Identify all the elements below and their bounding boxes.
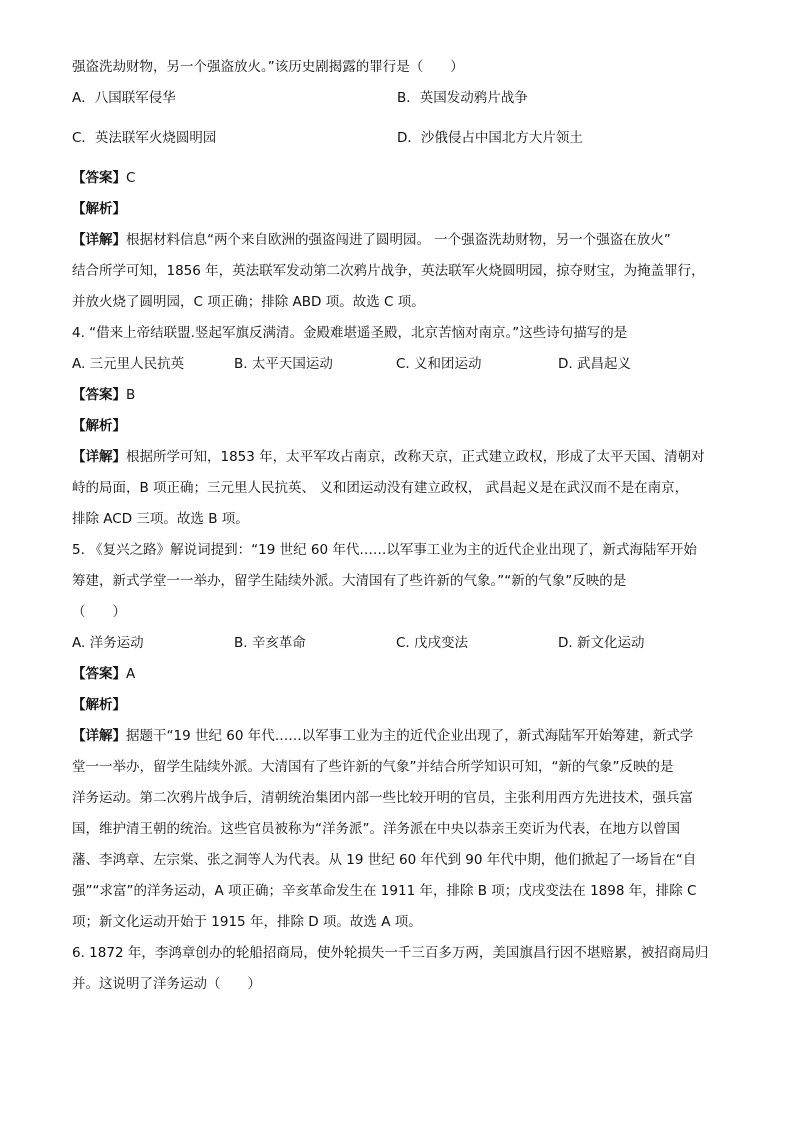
question-4-detail-line-1: 【详解】根据所学可知，1853 年，太平军攻占南京，改称天京，正式建立政权，形成了太平天国、清朝对	[72, 449, 705, 465]
question-4-option-d: D. 武昌起义	[558, 356, 631, 372]
question-3-detail-line-3: 并放火烧了圆明园，C 项正确；排除 ABD 项。故选 C 项。	[72, 294, 425, 310]
question-3-option-a: A．八国联军侵华	[72, 90, 176, 106]
question-5-detail-line-6: 强”“求富”的洋务运动，A 项正确；辛亥革命发生在 1911 年，排除 B 项；戊戌变法在 1898 年，排除 C	[72, 883, 697, 899]
question-4-detail-line-3: 排除 ACD 三项。故选 B 项。	[72, 511, 249, 527]
answer-value: C	[126, 170, 136, 186]
question-3-stem: 强盗洗劫财物，另一个强盗放火。”该历史剧揭露的罪行是（ ）	[72, 59, 464, 75]
question-5-option-b: B. 辛亥革命	[234, 635, 306, 651]
question-5-detail-line-1: 【详解】据题干“19 世纪 60 年代……以军事工业为主的近代企业出现了，新式海陆军开始筹建，新式学	[72, 728, 694, 744]
question-5-stem-line-2: 筹建，新式学堂一一举办，留学生陆续外派。大清国有了些许新的气象。”“新的气象”反映的是	[72, 573, 627, 589]
detail-tag: 【详解】	[72, 728, 126, 744]
question-3-detail-line-1: 【详解】根据材料信息“两个来自欧洲的强盗闯进了圆明园。 一个强盗洗劫财物，另一个强盗在放火”	[72, 232, 671, 248]
answer-value: A	[126, 666, 136, 682]
question-5-detail-line-3: 洋务运动。第二次鸦片战争后，清朝统治集团内部一些比较开明的官员，主张利用西方先进技术，强兵富	[72, 790, 693, 806]
question-4-detail-line-2: 峙的局面，B 项正确；三元里人民抗英、 义和团运动没有建立政权， 武昌起义是在武汉而不是在南京，	[72, 480, 689, 496]
question-5-answer	[72, 665, 732, 696]
question-5-option-c: C. 戊戌变法	[396, 635, 469, 651]
question-3-answer	[72, 169, 732, 200]
question-3-detail-line-2: 结合所学可知，1856 年，英法联军发动第二次鸦片战争，英法联军火烧圆明园，掠夺财宝，为掩盖罪行，	[72, 263, 705, 279]
question-6-stem-line-1: 6. 1872 年，李鸿章创办的轮船招商局，使外轮损失一千三百多万两，美国旗昌行因不堪赔累，被招商局归	[72, 945, 709, 961]
answer-tag: 【答案】	[72, 666, 126, 682]
question-5-stem-line-3: （ ）	[72, 604, 126, 620]
question-3-option-b: B．英国发动鸦片战争	[397, 90, 528, 106]
question-4-stem: 4. “借来上帝结联盟.竖起军旗反满清。金殿难堪遥圣殿，北京苦恼对南京。”这些诗句描写的是	[72, 325, 628, 341]
question-5-option-d: D. 新文化运动	[558, 635, 645, 651]
answer-tag: 【答案】	[72, 170, 126, 186]
question-3-analysis-tag: 【解析】	[72, 201, 126, 217]
question-6-stem-line-2: 并。这说明了洋务运动（ ）	[72, 976, 261, 992]
question-4-option-c: C. 义和团运动	[396, 356, 482, 372]
question-5-option-a: A. 洋务运动	[72, 635, 144, 651]
detail-tag: 【详解】	[72, 449, 126, 465]
question-5-detail-line-5: 藩、李鸿章、左宗棠、张之洞等人为代表。从 19 世纪 60 年代到 90 年代中期，他们掀起了一场旨在“自	[72, 852, 697, 868]
question-4-options	[72, 355, 732, 386]
question-5-stem-line-1: 5. 《复兴之路》解说词提到：“19 世纪 60 年代……以军事工业为主的近代企业出现了，新式海陆军开始	[72, 542, 697, 558]
question-3-option-d: D．沙俄侵占中国北方大片领土	[397, 130, 583, 146]
question-5-analysis-tag: 【解析】	[72, 697, 126, 713]
question-4-option-a: A. 三元里人民抗英	[72, 356, 185, 372]
detail-tag: 【详解】	[72, 232, 126, 248]
answer-tag: 【答案】	[72, 387, 126, 403]
question-5-options	[72, 634, 732, 665]
answer-value: B	[126, 387, 136, 403]
question-5-detail-line-7: 项；新文化运动开始于 1915 年，排除 D 项。故选 A 项。	[72, 914, 422, 930]
question-4-analysis-tag: 【解析】	[72, 418, 126, 434]
question-3-option-c: C．英法联军火烧圆明园	[72, 130, 217, 146]
document-page	[72, 58, 732, 1006]
question-3-options-row-2	[72, 129, 732, 169]
question-5-detail-line-2: 堂一一举办，留学生陆续外派。大清国有了些许新的气象”并结合所学知识可知，“新的气象”反映的是	[72, 759, 674, 775]
question-4-answer	[72, 386, 732, 417]
question-4-option-b: B. 太平天国运动	[234, 356, 333, 372]
question-3-options-row-1	[72, 89, 732, 129]
question-5-detail-line-4: 国，维护清王朝的统治。这些官员被称为“洋务派”。洋务派在中央以恭亲王奕䜣为代表，在地方以曾国	[72, 821, 680, 837]
